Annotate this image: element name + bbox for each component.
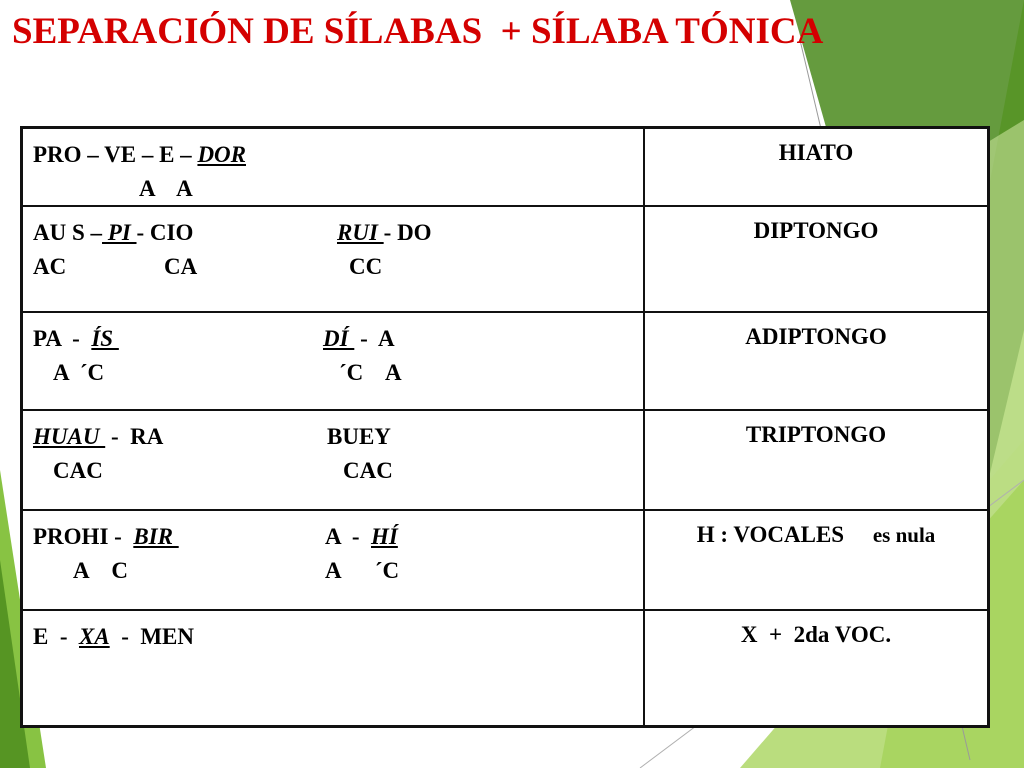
table-row (22, 312, 989, 410)
word-1: PA - ÍS (33, 326, 119, 351)
answer-label: ADIPTONGO (745, 324, 887, 349)
word-2-accent: ´C A (339, 360, 402, 385)
word-cell (23, 511, 643, 609)
word-1: E - XA - MEN (33, 624, 195, 649)
word-cell (23, 207, 643, 311)
answer-label: X + 2da VOC. (740, 622, 892, 647)
table-row (22, 510, 989, 610)
word-2: RUI - DO (337, 220, 432, 245)
answer-label: HIATO (778, 140, 854, 165)
word-1-accent: AC CA (33, 254, 198, 279)
word-cell (23, 411, 643, 509)
word-1: AU S – PI - CIO (33, 220, 194, 245)
word-1: PRO – VE – E – DOR (33, 142, 246, 167)
word-1-accent: A ´C (53, 360, 105, 385)
table-row (22, 410, 989, 510)
answer-label: TRIPTONGO (745, 422, 887, 447)
word-2-accent: A ´C (325, 558, 400, 583)
word-1-accent: A A (139, 176, 193, 201)
word-2: A - HÍ (325, 524, 398, 549)
table-row (22, 610, 989, 727)
table-row (22, 128, 989, 207)
word-1-accent: CAC (53, 458, 103, 483)
answer-label: DIPTONGO (753, 218, 879, 243)
word-cell (23, 313, 643, 409)
table-row (22, 206, 989, 312)
word-cell (23, 129, 643, 205)
word-2: DÍ - A (323, 326, 395, 351)
word-1: HUAU - RA (33, 424, 164, 449)
word-2-accent: CAC (343, 458, 393, 483)
answer-note: es nula (872, 523, 936, 547)
answer-label: H : VOCALES es nula (696, 522, 936, 547)
word-cell (23, 611, 643, 725)
slide-title: SEPARACIÓN DE SÍLABAS + SÍLABA TÓNICA (12, 11, 824, 52)
word-1-accent: A C (73, 558, 128, 583)
word-2-accent: CC (349, 254, 383, 279)
word-2: BUEY (327, 424, 391, 449)
syllable-table (20, 126, 990, 728)
word-1: PROHI - BIR (33, 524, 179, 549)
